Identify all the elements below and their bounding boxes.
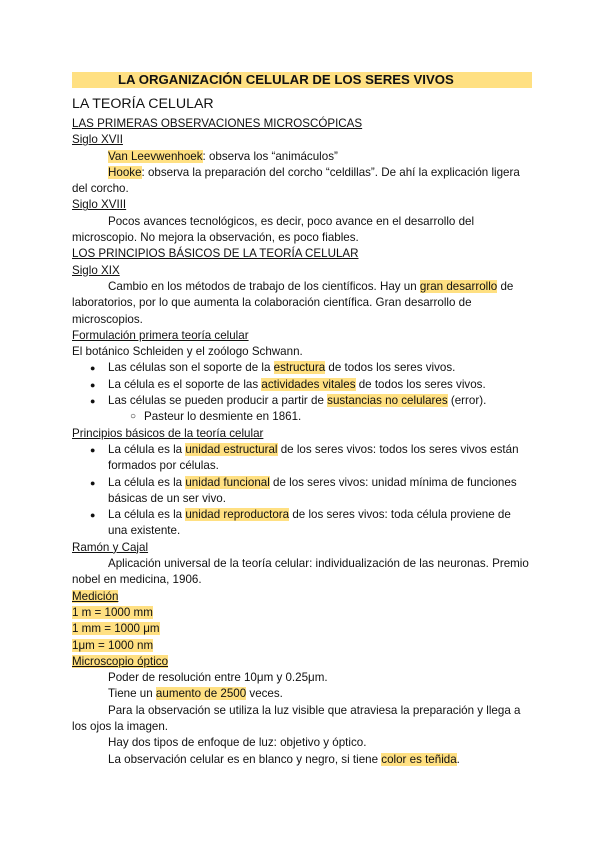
paragraph-luz-visible: Para la observación se utiliza la luz visible que atraviesa la preparación y llega a los ojos la imagen. [72, 703, 521, 733]
text: veces. [246, 687, 283, 701]
text: Las células se pueden producir a partir de [108, 394, 328, 408]
heading-ramon-y-cajal: Ramón y Cajal [72, 540, 149, 554]
heading-microscopio-optico [72, 654, 532, 670]
list-item [72, 442, 532, 475]
text: Tiene un [108, 687, 156, 701]
list-principios [72, 442, 532, 540]
list-item [72, 377, 532, 393]
measure-line-2 [72, 621, 532, 637]
list-item [72, 393, 532, 409]
paragraph-hooke [72, 165, 532, 198]
text: La célula es el soporte de las [108, 377, 262, 391]
highlight-estructura: estructura [273, 361, 326, 375]
text: La observación celular es en blanco y negro, si tiene [108, 752, 382, 766]
paragraph-color [72, 752, 532, 768]
text: (error). [447, 394, 487, 408]
highlight-aumento: aumento de 2500 [155, 687, 247, 701]
heading-siglo-xvii: Siglo XVII [72, 133, 123, 147]
heading-medicion [72, 589, 532, 605]
paragraph-enfoque: Hay dos tipos de enfoque de luz: objetivo y óptico. [108, 736, 367, 750]
text: de los seres vivos: toda célula proviene de una existente. [108, 508, 511, 538]
text-leevwenhoek: : observa los “animáculos” [202, 149, 338, 163]
highlight-measure-3: 1μm = 1000 nm [72, 638, 154, 652]
paragraph-leevwenhoek [72, 149, 532, 165]
text: La célula es la [108, 508, 186, 522]
section-title: LA TEORÍA CELULAR [72, 96, 214, 112]
list-item [72, 360, 532, 376]
highlight-unidad-funcional: unidad funcional [185, 475, 270, 489]
highlight-color-tenida: color es teñida [381, 752, 457, 766]
paragraph-aumento [72, 686, 532, 702]
highlight-unidad-estructural: unidad estructural [185, 442, 278, 456]
text-hooke: : observa la preparación del corcho “celdillas”. De ahí la explicación ligera del corcho. [72, 165, 520, 196]
document-title [72, 70, 532, 90]
highlight-medicion: Medición [72, 589, 119, 603]
highlight-sustancias-no-celulares: sustancias no celulares [327, 394, 448, 408]
list-item [72, 507, 532, 540]
sublist-pasteur [72, 409, 532, 425]
highlight-gran-desarrollo: gran desarrollo [419, 279, 498, 293]
heading-siglo-xviii: Siglo XVIII [72, 198, 127, 212]
heading-principios-basicos-teoria: Principios básicos de la teoría celular [72, 426, 264, 440]
text: de los seres vivos: todos los seres vivos están formados por células. [108, 442, 519, 473]
text: de los seres vivos: unidad mínima de funciones básicas de un ser vivo. [108, 475, 517, 505]
list-item-pasteur: ○ Pasteur lo desmiente en 1861. [72, 409, 532, 425]
text-s19-a: Cambio en los métodos de trabajo de los científicos. Hay un [108, 279, 420, 293]
measure-line-1 [72, 605, 532, 621]
paragraph-siglo-xix [72, 279, 532, 328]
highlight-microscopio-optico: Microscopio óptico [72, 654, 169, 668]
highlight-measure-2: 1 mm = 1000 μm [72, 622, 160, 636]
heading-siglo-xix: Siglo XIX [72, 263, 120, 277]
list-formulacion [72, 360, 532, 409]
highlight-unidad-reproductora: unidad reproductora [185, 508, 290, 522]
text-s19-b: de laboratorios, por lo que aumenta la colaboración científica. Gran desarrollo de microscopios. [72, 279, 514, 326]
highlight-hooke: Hooke [108, 165, 142, 179]
highlight-actividades-vitales: actividades vitales [261, 377, 356, 391]
highlight-measure-1: 1 m = 1000 mm [72, 605, 153, 619]
measure-line-3 [72, 638, 532, 654]
paragraph-siglo-xviii: Pocos avances tecnológicos, es decir, poco avance en el desarrollo del microscopio. No mejora la observación, es poco fiables. [72, 214, 475, 245]
title-text: LA ORGANIZACIÓN CELULAR DE LOS SERES VIVOS [118, 72, 454, 87]
highlight-leevwenhoek: Van Leevwenhoek [108, 149, 203, 163]
text: de todos los seres vivos. [325, 361, 456, 375]
list-item [72, 475, 532, 508]
heading-principios-basicos: LOS PRINCIPIOS BÁSICOS DE LA TEORÍA CELULAR [72, 247, 359, 261]
paragraph-resolucion: Poder de resolución entre 10μm y 0.25μm. [108, 671, 328, 685]
text: La célula es la [108, 475, 186, 489]
heading-formulacion: Formulación primera teoría celular [72, 328, 249, 342]
paragraph-schleiden-schwann: El botánico Schleiden y el zoólogo Schwann. [72, 345, 303, 359]
document-page [72, 70, 532, 768]
paragraph-ramon-y-cajal: Aplicación universal de la teoría celular: individualización de las neuronas. Premio nobel en medicina, 1906. [72, 557, 529, 587]
text: de todos los seres vivos. [355, 377, 486, 391]
heading-primeras-observaciones: LAS PRIMERAS OBSERVACIONES MICROSCÓPICAS [72, 117, 363, 130]
text: La célula es la [108, 442, 186, 456]
text: . [456, 752, 460, 766]
text: Las células son el soporte de la [108, 361, 274, 375]
